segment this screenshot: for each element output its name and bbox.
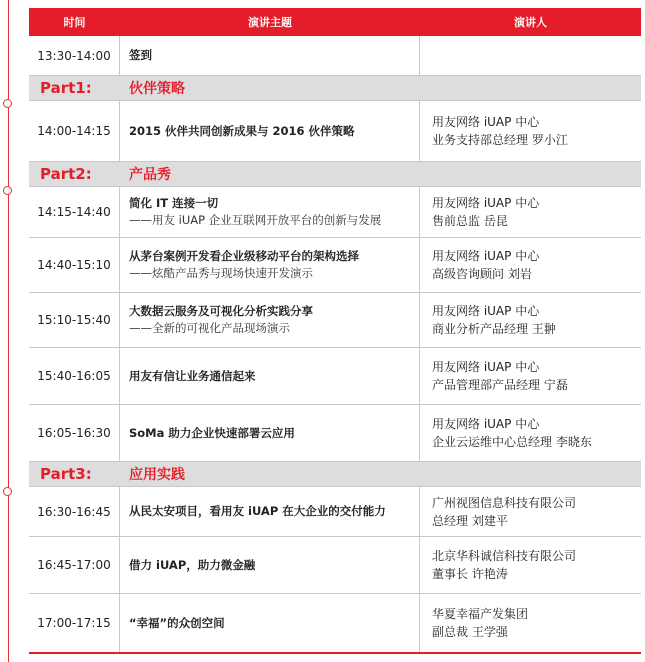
- part-header: [29, 162, 641, 187]
- table-row: [29, 238, 641, 293]
- speaker-name: 业务支持部总经理 罗小江: [432, 133, 568, 147]
- speaker-org: 用友网络 iUAP 中心: [432, 249, 540, 263]
- topic-title: “幸福”的众创空间: [129, 615, 225, 630]
- table-header: [29, 8, 641, 36]
- topic-title: 借力 iUAP，助力微金融: [129, 557, 256, 572]
- topic-title: SoMa 助力企业快速部署云应用: [129, 425, 295, 440]
- speaker-name: 产品管理部产品经理 宁磊: [432, 378, 568, 392]
- topic-title: 简化 IT 连接一切: [129, 196, 219, 210]
- row-time: 17:00-17:15: [29, 594, 120, 652]
- speaker-name: 董事长 许艳涛: [432, 567, 508, 581]
- part-label: Part3:: [40, 465, 92, 483]
- part-label: Part2:: [40, 165, 92, 183]
- row-time: 16:30-16:45: [29, 487, 120, 536]
- row-speaker: [420, 537, 641, 593]
- row-speaker: [420, 293, 641, 347]
- header-time: 时间: [63, 16, 86, 29]
- row-topic: [120, 594, 420, 652]
- speaker-org: 用友网络 iUAP 中心: [432, 304, 540, 318]
- speaker-org: 用友网络 iUAP 中心: [432, 360, 540, 374]
- row-topic: [120, 405, 420, 461]
- row-topic: [120, 348, 420, 404]
- table-row: [29, 537, 641, 594]
- row-time: 14:40-15:10: [29, 238, 120, 292]
- row-time: 14:00-14:15: [29, 101, 120, 161]
- row-speaker: [420, 348, 641, 404]
- topic-title: 大数据云服务及可视化分析实践分享: [129, 304, 313, 318]
- table-row: [29, 594, 641, 652]
- table-row: [29, 405, 641, 462]
- topic-subtitle: ——炫酷产品秀与现场快速开发演示: [129, 266, 313, 280]
- timeline-dot-part2: [3, 186, 12, 195]
- speaker-org: 广州视图信息科技有限公司: [432, 495, 577, 510]
- part-title: 产品秀: [129, 167, 171, 183]
- row-topic: [120, 187, 420, 237]
- table-row: [29, 187, 641, 238]
- row-speaker: [420, 187, 641, 237]
- bottom-rule: [29, 652, 641, 654]
- part-title: 伙伴策略: [129, 81, 185, 97]
- topic-subtitle: ——用友 iUAP 企业互联网开放平台的创新与发展: [129, 213, 382, 227]
- agenda-table: [29, 8, 641, 654]
- speaker-name: 副总裁 王学强: [432, 625, 508, 639]
- timeline-dot-part3: [3, 487, 12, 496]
- row-time: 14:15-14:40: [29, 187, 120, 237]
- speaker-org: 北京华科诚信科技有限公司: [432, 549, 577, 563]
- table-row: [29, 487, 641, 537]
- table-row: [29, 293, 641, 348]
- row-topic: [120, 537, 420, 593]
- header-topic: 演讲主题: [248, 16, 292, 29]
- row-time: 16:05-16:30: [29, 405, 120, 461]
- row-topic: [120, 487, 420, 536]
- speaker-org: 用友网络 iUAP 中心: [432, 196, 540, 210]
- table-row: [29, 101, 641, 162]
- table-row: [29, 36, 641, 76]
- row-speaker: [420, 36, 641, 75]
- topic-title: 2015 伙伴共同创新成果与 2016 伙伴策略: [129, 123, 355, 138]
- row-time: 13:30-14:00: [29, 36, 120, 75]
- speaker-name: 企业云运维中心总经理 李晓东: [432, 435, 592, 449]
- part-title: 应用实践: [129, 467, 185, 483]
- speaker-name: 商业分析产品经理 王翀: [432, 322, 556, 336]
- speaker-name: 高级咨询顾问 刘岩: [432, 267, 532, 281]
- speaker-org: 用友网络 iUAP 中心: [432, 417, 540, 431]
- row-topic: [120, 101, 420, 161]
- row-speaker: [420, 101, 641, 161]
- topic-title: 从民太安项目，看用友 iUAP 在大企业的交付能力: [129, 504, 386, 518]
- row-time: 16:45-17:00: [29, 537, 120, 593]
- topic-title: 签到: [129, 48, 152, 62]
- table-row: [29, 348, 641, 405]
- topic-subtitle: ——全新的可视化产品现场演示: [129, 321, 290, 335]
- row-topic: [120, 238, 420, 292]
- part-header: [29, 76, 641, 101]
- speaker-name: 售前总监 岳昆: [432, 214, 508, 228]
- timeline-dot-part1: [3, 99, 12, 108]
- row-speaker: [420, 405, 641, 461]
- row-topic: [120, 36, 420, 75]
- speaker-org: 华夏幸福产发集团: [432, 607, 529, 621]
- speaker-org: 用友网络 iUAP 中心: [432, 115, 540, 129]
- part-header: [29, 462, 641, 487]
- row-speaker: [420, 594, 641, 652]
- row-speaker: [420, 238, 641, 292]
- header-speaker: 演讲人: [514, 16, 547, 29]
- row-topic: [120, 293, 420, 347]
- row-time: 15:10-15:40: [29, 293, 120, 347]
- topic-title: 从茅台案例开发看企业级移动平台的架构选择: [129, 249, 359, 263]
- speaker-name: 总经理 刘建平: [432, 513, 508, 528]
- part-label: Part1:: [40, 79, 92, 97]
- topic-title: 用友有信让业务通信起来: [129, 368, 256, 383]
- row-speaker: [420, 487, 641, 536]
- row-time: 15:40-16:05: [29, 348, 120, 404]
